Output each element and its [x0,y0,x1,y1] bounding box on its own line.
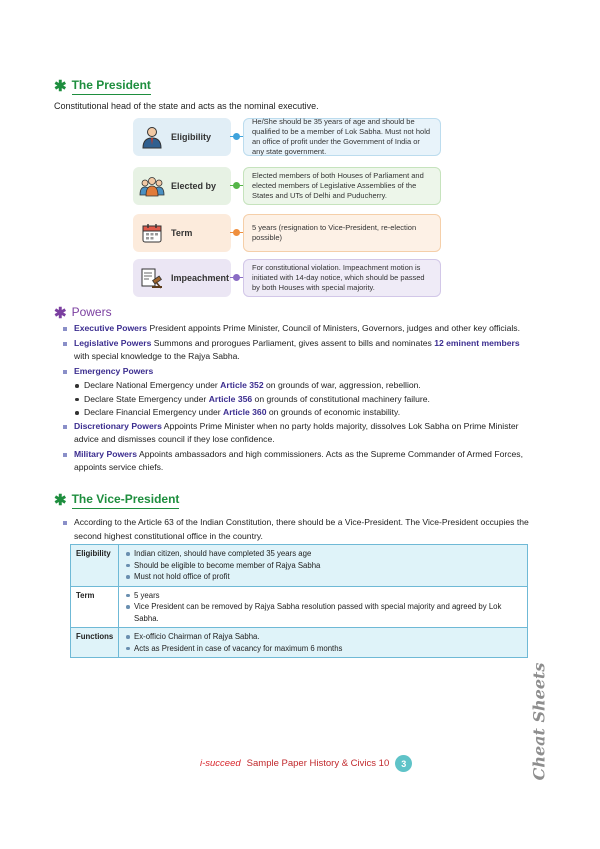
list-item: Executive Powers President appoints Prime Minister, Council of Ministers, Governors, judges and other key officials. [62,322,530,336]
row-label-box [133,167,231,205]
connector-dot [233,182,240,189]
table-row [71,545,527,587]
president-intro: Constitutional head of the state and acts as the nominal executive. [54,101,319,111]
row-description: Elected members of both Houses of Parliament and elected members of Legislative Assemblies of the States and UTs of Delhi and Puducherry. [243,167,441,205]
person-icon [139,124,165,150]
section-title: Powers [71,305,112,319]
connector-dot [233,274,240,281]
sub-list-item: Declare Financial Emergency under Article 360 on grounds of economic instability. [62,406,530,420]
table-value: Ex-officio Chairman of Rajya Sabha. Acts as President in case of vacancy for maximum 6 months [119,628,527,657]
gavel-icon [139,265,165,291]
president-row-elected-by [133,167,443,205]
president-row-impeachment [133,259,443,297]
list-item: Discretionary Powers Appoints Prime Minister when no party holds majority, dissolves Lok Sabha on Prime Minister advice and dismisses council if they lose confidence. [62,420,530,447]
connector-dot [233,133,240,140]
president-row-term [133,214,443,252]
row-description: For constitutional violation. Impeachment motion is initiated with 14-day notice, which should be passed by both Houses with special majority. [243,259,441,297]
vice-president-table [70,544,528,658]
table-key: Eligibility [71,545,119,586]
list-item: Legislative Powers Summons and prorogues Parliament, gives assent to bills and nominates 12 eminent members with special knowledge to the Rajya Sabha. [62,337,530,364]
list-item: Military Powers Appoints ambassadors and high commissioners. Acts as the Supreme Commander of Armed Forces, appoints service chiefs. [62,448,530,475]
calendar-icon [139,220,165,246]
group-icon [139,173,165,199]
table-key: Term [71,587,119,628]
powers-list [62,322,530,476]
row-description: He/She should be 35 years of age and should be qualified to be a member of Lok Sabha. Must not hold an office of profit under the Government of India or any state government. [243,118,441,156]
list-item: Emergency Powers [62,365,530,379]
row-label: Elected by [171,181,217,191]
cheat-sheets-side-label: Cheat Sheets [529,662,549,781]
row-description: 5 years (resignation to Vice-President, re-election possible) [243,214,441,252]
vice-president-intro-list [62,516,530,544]
table-value: Indian citizen, should have completed 35 years age Should be eligible to become member of Rajya Sabha Must not hold office of profit [119,545,527,586]
president-heading [54,78,151,95]
asterisk-icon: ✱ [54,78,67,95]
sub-list-item: Declare State Emergency under Article 356 on grounds of constitutional machinery failure. [62,393,530,407]
footer-title: Sample Paper History & Civics 10 [246,758,390,769]
section-title: The Vice-President [72,492,180,509]
table-value: 5 years Vice President can be removed by Rajya Sabha resolution passed with special majority and agreed by Lok Sabha. [119,587,527,628]
list-item: According to the Article 63 of the Indian Constitution, there should be a Vice-President. The Vice-President occupies the second highest constitutional office in the country. [62,516,530,543]
connector-dot [233,229,240,236]
table-key: Functions [71,628,119,657]
vice-president-heading [54,492,179,509]
asterisk-icon: ✱ [54,304,67,322]
page-number: 3 [395,755,412,772]
president-row-eligibility [133,118,443,156]
row-label: Term [171,228,193,238]
footer-brand: i-succeed [200,758,241,769]
section-title: The President [72,78,151,95]
row-label-box [133,259,231,297]
row-label-box [133,118,231,156]
asterisk-icon: ✱ [54,492,67,509]
table-row [71,628,527,657]
row-label: Eligibility [171,132,212,142]
row-label-box [133,214,231,252]
page-footer [200,755,412,772]
table-row [71,587,527,629]
sub-list-item: Declare National Emergency under Article 352 on grounds of war, aggression, rebellion. [62,379,530,393]
powers-heading [54,305,112,321]
row-label: Impeachment [171,273,230,283]
